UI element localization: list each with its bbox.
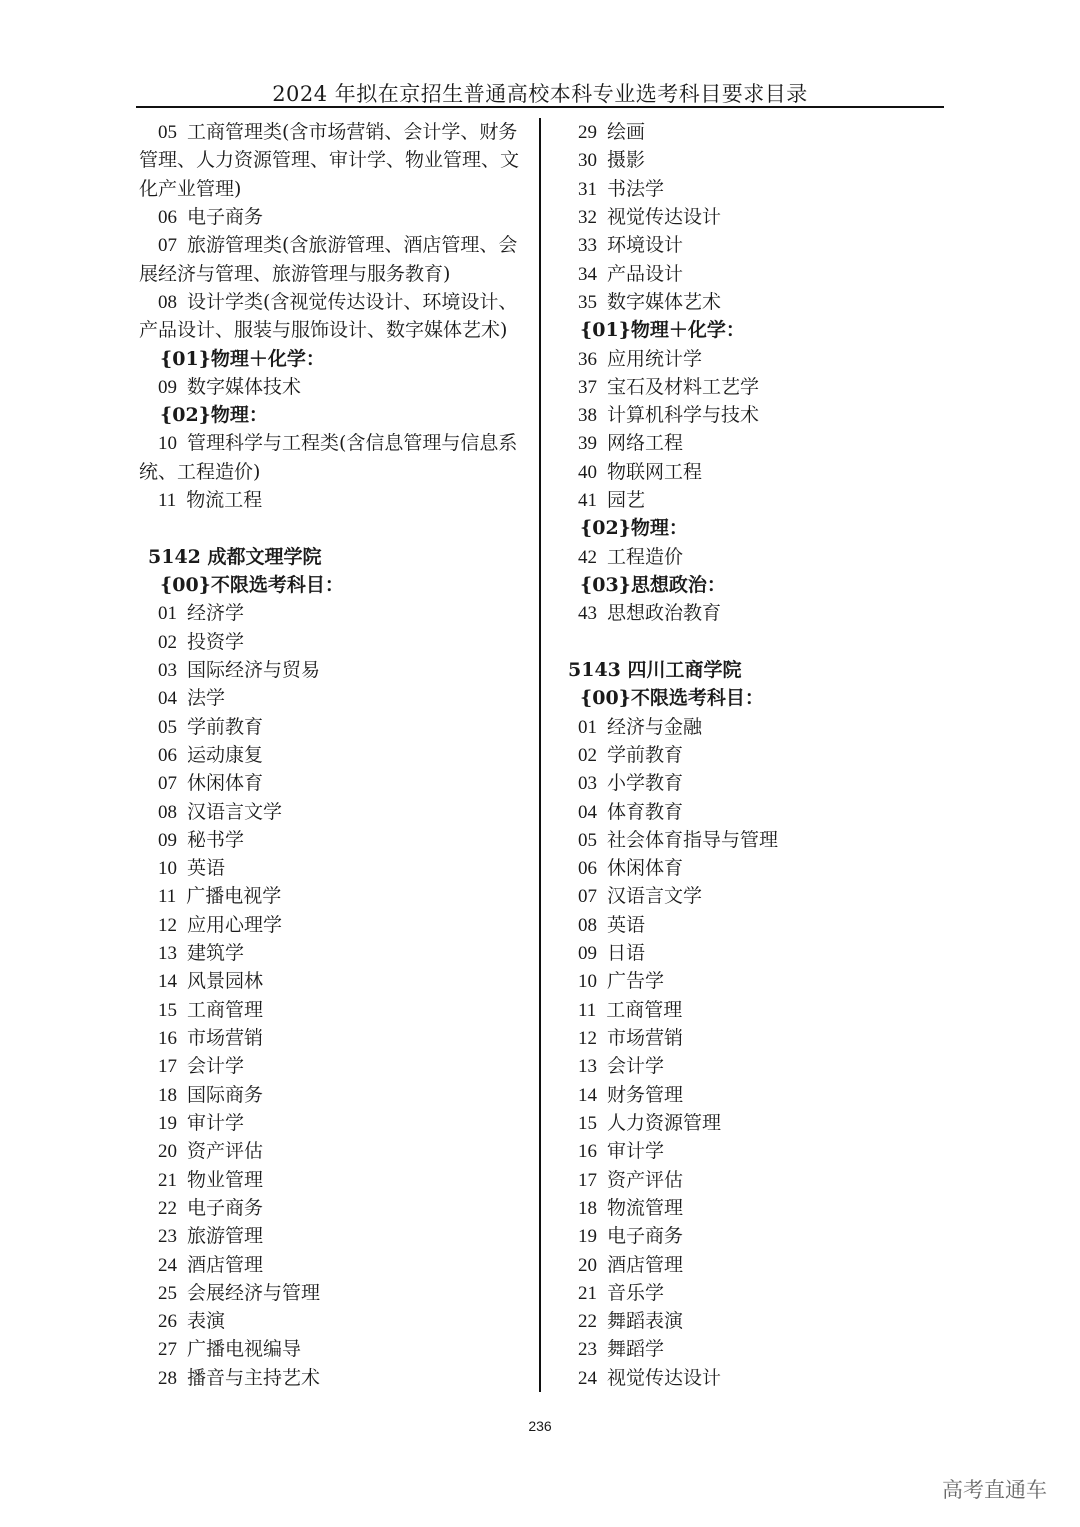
page-title: 2024 年拟在京招生普通高校本科专业选考科目要求目录 (272, 82, 808, 106)
major-code: 08 (578, 914, 597, 936)
major-code: 17 (158, 1056, 177, 1078)
major-name: 秘书学 (187, 828, 245, 851)
major-item (568, 1052, 948, 1080)
major-code: 20 (578, 1254, 597, 1276)
major-name: 舞蹈学 (607, 1338, 665, 1361)
major-name: 风景园林 (187, 970, 264, 993)
major-code: 06 (578, 858, 597, 880)
major-item (568, 741, 948, 769)
major-name: 汉语言文学 (187, 800, 283, 823)
major-item (568, 203, 948, 231)
major-item (139, 741, 529, 769)
major-code: 03 (158, 659, 177, 681)
major-item (568, 429, 948, 457)
major-name: 物流工程 (186, 489, 263, 512)
major-item (568, 288, 948, 316)
school-heading: 5142 成都文理学院 (148, 545, 322, 568)
major-code: 36 (578, 348, 597, 370)
major-code: 16 (578, 1141, 597, 1163)
major-item (139, 1279, 529, 1307)
major-name: 工商管理类(含市场营销、会计学、财务 (187, 121, 518, 143)
major-code: 05 (578, 829, 597, 851)
major-code: 09 (578, 943, 597, 965)
major-code: 13 (158, 943, 177, 965)
major-name: 数字媒体技术 (187, 375, 302, 398)
major-item (139, 967, 529, 995)
major-name: 物流管理 (607, 1196, 684, 1219)
major-item (568, 939, 948, 967)
blank-line (139, 514, 529, 542)
major-code: 38 (578, 405, 597, 427)
major-item (568, 967, 948, 995)
major-name: 审计学 (607, 1140, 665, 1163)
major-item (568, 260, 948, 288)
major-item-continuation: 化产业管理) (139, 177, 242, 200)
major-item (568, 1222, 948, 1250)
major-name: 会计学 (187, 1055, 245, 1078)
subject-group-heading: {03}思想政治： (580, 574, 726, 596)
major-name: 休闲体育 (187, 772, 264, 795)
major-item (139, 628, 529, 656)
major-item (568, 373, 948, 401)
major-item (568, 798, 948, 826)
major-item (568, 146, 948, 174)
major-item (568, 599, 948, 627)
major-item (139, 911, 529, 939)
major-name: 电子商务 (187, 205, 264, 228)
major-name: 旅游管理类(含旅游管理、酒店管理、会 (187, 234, 518, 257)
major-code: 10 (578, 971, 597, 993)
major-code: 11 (158, 886, 177, 908)
major-item (139, 118, 529, 146)
major-code: 25 (158, 1282, 177, 1304)
major-name: 体育教育 (607, 800, 684, 823)
major-code: 13 (578, 1056, 597, 1078)
major-item (568, 1109, 948, 1137)
school-heading: 5143 四川工商学院 (568, 658, 742, 681)
major-item-continuation: 展经济与管理、旅游管理与服务教育) (139, 262, 451, 285)
major-item (568, 854, 948, 882)
major-code: 06 (158, 206, 177, 228)
major-code: 43 (578, 603, 597, 625)
major-item (139, 1222, 529, 1250)
major-name: 会展经济与管理 (187, 1281, 321, 1304)
major-item (139, 882, 529, 910)
major-code: 07 (158, 773, 177, 795)
major-code: 34 (578, 263, 597, 285)
major-name: 摄影 (607, 149, 646, 172)
major-code: 16 (158, 1028, 177, 1049)
major-name: 广播电视编导 (187, 1338, 302, 1361)
major-item (139, 826, 529, 854)
major-code: 07 (578, 886, 597, 908)
major-code: 39 (578, 433, 597, 455)
major-item (139, 429, 529, 457)
major-item (568, 458, 948, 486)
major-code: 06 (158, 744, 177, 766)
major-name: 审计学 (187, 1111, 245, 1134)
major-item (568, 1194, 948, 1222)
major-code: 33 (578, 235, 597, 257)
major-name: 经济与金融 (607, 715, 703, 738)
major-code: 32 (578, 206, 597, 228)
subject-group-heading: {02}物理： (160, 404, 268, 427)
major-name: 物业管理 (187, 1168, 264, 1191)
major-code: 29 (578, 122, 597, 143)
major-item-continuation: 统、工程造价) (139, 460, 261, 483)
major-item (139, 996, 529, 1024)
major-item (139, 798, 529, 826)
major-name: 休闲体育 (607, 857, 684, 880)
major-item (568, 543, 948, 571)
major-name: 学前教育 (187, 715, 264, 738)
major-code: 18 (158, 1084, 177, 1106)
major-item (568, 713, 948, 741)
major-item (568, 1335, 948, 1363)
major-item (568, 1081, 948, 1109)
major-code: 31 (578, 178, 597, 200)
major-item (568, 175, 948, 203)
right-column (568, 118, 948, 1392)
major-item (568, 769, 948, 797)
major-item (568, 1137, 948, 1165)
subject-group-heading: {01}物理＋化学： (160, 347, 325, 370)
major-name: 工商管理 (187, 998, 264, 1021)
major-name: 管理科学与工程类(含信息管理与信息系 (187, 432, 518, 455)
major-name: 投资学 (187, 630, 245, 653)
major-name: 电子商务 (187, 1196, 264, 1219)
major-name: 英语 (187, 857, 226, 880)
major-item (139, 684, 529, 712)
major-item (139, 1307, 529, 1335)
major-item (568, 1024, 948, 1052)
major-code: 20 (158, 1141, 177, 1163)
major-name: 宝石及材料工艺学 (607, 375, 760, 398)
major-item (568, 486, 948, 514)
column-divider (539, 118, 541, 1392)
major-name: 财务管理 (607, 1083, 684, 1106)
major-code: 05 (158, 716, 177, 738)
major-item (139, 769, 529, 797)
major-code: 24 (578, 1367, 597, 1389)
major-code: 15 (578, 1112, 597, 1134)
major-name: 数字媒体艺术 (607, 290, 722, 313)
major-code: 09 (158, 829, 177, 851)
major-name: 酒店管理 (607, 1253, 684, 1276)
major-code: 18 (578, 1197, 597, 1219)
major-code: 40 (578, 461, 597, 483)
major-name: 市场营销 (187, 1027, 264, 1049)
major-code: 22 (578, 1311, 597, 1333)
subject-group-heading: {00}不限选考科目： (580, 687, 764, 710)
major-item (568, 1251, 948, 1279)
major-item (568, 826, 948, 854)
major-name: 设计学类(含视觉传达设计、环境设计、 (187, 290, 518, 313)
major-name: 舞蹈表演 (607, 1310, 684, 1333)
major-name: 小学教育 (607, 772, 684, 795)
major-name: 表演 (187, 1310, 226, 1333)
major-name: 工程造价 (607, 545, 684, 568)
blank-line (568, 628, 948, 656)
major-name: 日语 (607, 942, 646, 965)
major-code: 12 (158, 914, 177, 936)
major-code: 11 (158, 490, 177, 512)
major-name: 资产评估 (187, 1140, 264, 1163)
left-column (139, 118, 529, 1392)
major-code: 17 (578, 1169, 597, 1191)
major-item (568, 118, 948, 146)
subject-group-heading: {00}不限选考科目： (160, 574, 344, 596)
major-code: 35 (578, 291, 597, 313)
major-item (568, 1364, 948, 1392)
major-name: 旅游管理 (187, 1225, 264, 1248)
major-name: 国际经济与贸易 (187, 658, 321, 681)
major-item-continuation: 产品设计、服装与服饰设计、数字媒体艺术) (139, 319, 508, 342)
major-code: 23 (578, 1339, 597, 1361)
major-code: 22 (158, 1197, 177, 1219)
major-name: 应用心理学 (187, 913, 283, 936)
major-item (139, 373, 529, 401)
major-code: 28 (158, 1367, 177, 1389)
major-item (139, 599, 529, 627)
major-code: 07 (158, 235, 177, 257)
major-item (568, 996, 948, 1024)
major-code: 27 (158, 1339, 177, 1361)
major-item (568, 1307, 948, 1335)
major-code: 08 (158, 291, 177, 313)
major-item (139, 939, 529, 967)
major-item (139, 486, 529, 514)
major-name: 市场营销 (607, 1027, 684, 1049)
major-item (568, 911, 948, 939)
major-code: 21 (158, 1169, 177, 1191)
major-name: 法学 (187, 687, 226, 710)
major-name: 经济学 (187, 602, 245, 625)
major-code: 23 (158, 1226, 177, 1248)
major-name: 建筑学 (187, 942, 245, 965)
major-name: 酒店管理 (187, 1253, 264, 1276)
major-code: 42 (578, 546, 597, 568)
major-code: 02 (578, 744, 597, 766)
major-code: 30 (578, 150, 597, 172)
major-item (139, 1251, 529, 1279)
major-item (568, 231, 948, 259)
major-item (139, 1052, 529, 1080)
major-item (139, 656, 529, 684)
major-name: 音乐学 (607, 1281, 665, 1304)
major-code: 01 (578, 716, 597, 738)
watermark: 高考直通车 (942, 1478, 1047, 1502)
major-name: 资产评估 (607, 1168, 684, 1191)
major-code: 14 (578, 1084, 597, 1106)
major-item (139, 1024, 529, 1052)
major-item-continuation: 管理、人力资源管理、审计学、物业管理、文 (139, 149, 520, 172)
major-item (568, 1166, 948, 1194)
major-item (139, 203, 529, 231)
major-item (568, 345, 948, 373)
major-code: 04 (578, 801, 597, 823)
major-name: 网络工程 (607, 432, 684, 455)
major-name: 电子商务 (607, 1225, 684, 1248)
major-name: 运动康复 (187, 743, 264, 766)
major-item (139, 231, 529, 259)
major-item (139, 1081, 529, 1109)
major-code: 08 (158, 801, 177, 823)
major-code: 09 (158, 376, 177, 398)
page-number: 236 (528, 1418, 552, 1434)
major-name: 书法学 (607, 177, 665, 200)
major-name: 园艺 (607, 489, 646, 512)
major-name: 应用统计学 (607, 347, 703, 370)
major-code: 41 (578, 490, 597, 512)
major-code: 19 (158, 1112, 177, 1134)
major-code: 26 (158, 1311, 177, 1333)
major-item (139, 854, 529, 882)
subject-group-heading: {02}物理： (580, 517, 688, 540)
major-name: 会计学 (607, 1055, 665, 1078)
major-item (139, 1166, 529, 1194)
major-code: 05 (158, 122, 177, 143)
major-code: 12 (578, 1028, 597, 1049)
major-item (139, 288, 529, 316)
major-name: 计算机科学与技术 (607, 404, 760, 427)
major-item (568, 882, 948, 910)
major-item (139, 1194, 529, 1222)
major-code: 15 (158, 999, 177, 1021)
major-code: 19 (578, 1226, 597, 1248)
major-item (139, 1137, 529, 1165)
major-name: 社会体育指导与管理 (607, 828, 779, 851)
major-name: 视觉传达设计 (607, 205, 722, 228)
major-item (139, 713, 529, 741)
major-code: 10 (158, 858, 177, 880)
major-code: 02 (158, 631, 177, 653)
major-name: 工商管理 (606, 998, 683, 1021)
header-rule (136, 106, 944, 108)
major-code: 21 (578, 1282, 597, 1304)
major-code: 11 (578, 999, 597, 1021)
major-name: 人力资源管理 (607, 1111, 722, 1134)
major-name: 汉语言文学 (607, 885, 703, 908)
major-name: 产品设计 (607, 262, 684, 285)
major-name: 绘画 (607, 121, 646, 143)
major-name: 广播电视学 (186, 885, 282, 908)
major-name: 环境设计 (607, 234, 684, 257)
major-code: 37 (578, 376, 597, 398)
major-item (139, 1364, 529, 1392)
major-name: 播音与主持艺术 (187, 1366, 321, 1389)
major-code: 24 (158, 1254, 177, 1276)
major-item (139, 1109, 529, 1137)
major-code: 14 (158, 971, 177, 993)
major-code: 04 (158, 688, 177, 710)
major-name: 视觉传达设计 (607, 1366, 722, 1389)
major-item (568, 401, 948, 429)
major-code: 01 (158, 603, 177, 625)
subject-group-heading: {01}物理＋化学： (580, 319, 745, 342)
major-name: 国际商务 (187, 1083, 264, 1106)
major-code: 03 (578, 773, 597, 795)
major-name: 英语 (607, 913, 646, 936)
major-item (139, 1335, 529, 1363)
major-code: 10 (158, 433, 177, 455)
major-name: 物联网工程 (607, 460, 703, 483)
major-name: 广告学 (607, 970, 665, 993)
major-name: 学前教育 (607, 743, 684, 766)
major-item (568, 1279, 948, 1307)
major-name: 思想政治教育 (607, 602, 722, 625)
